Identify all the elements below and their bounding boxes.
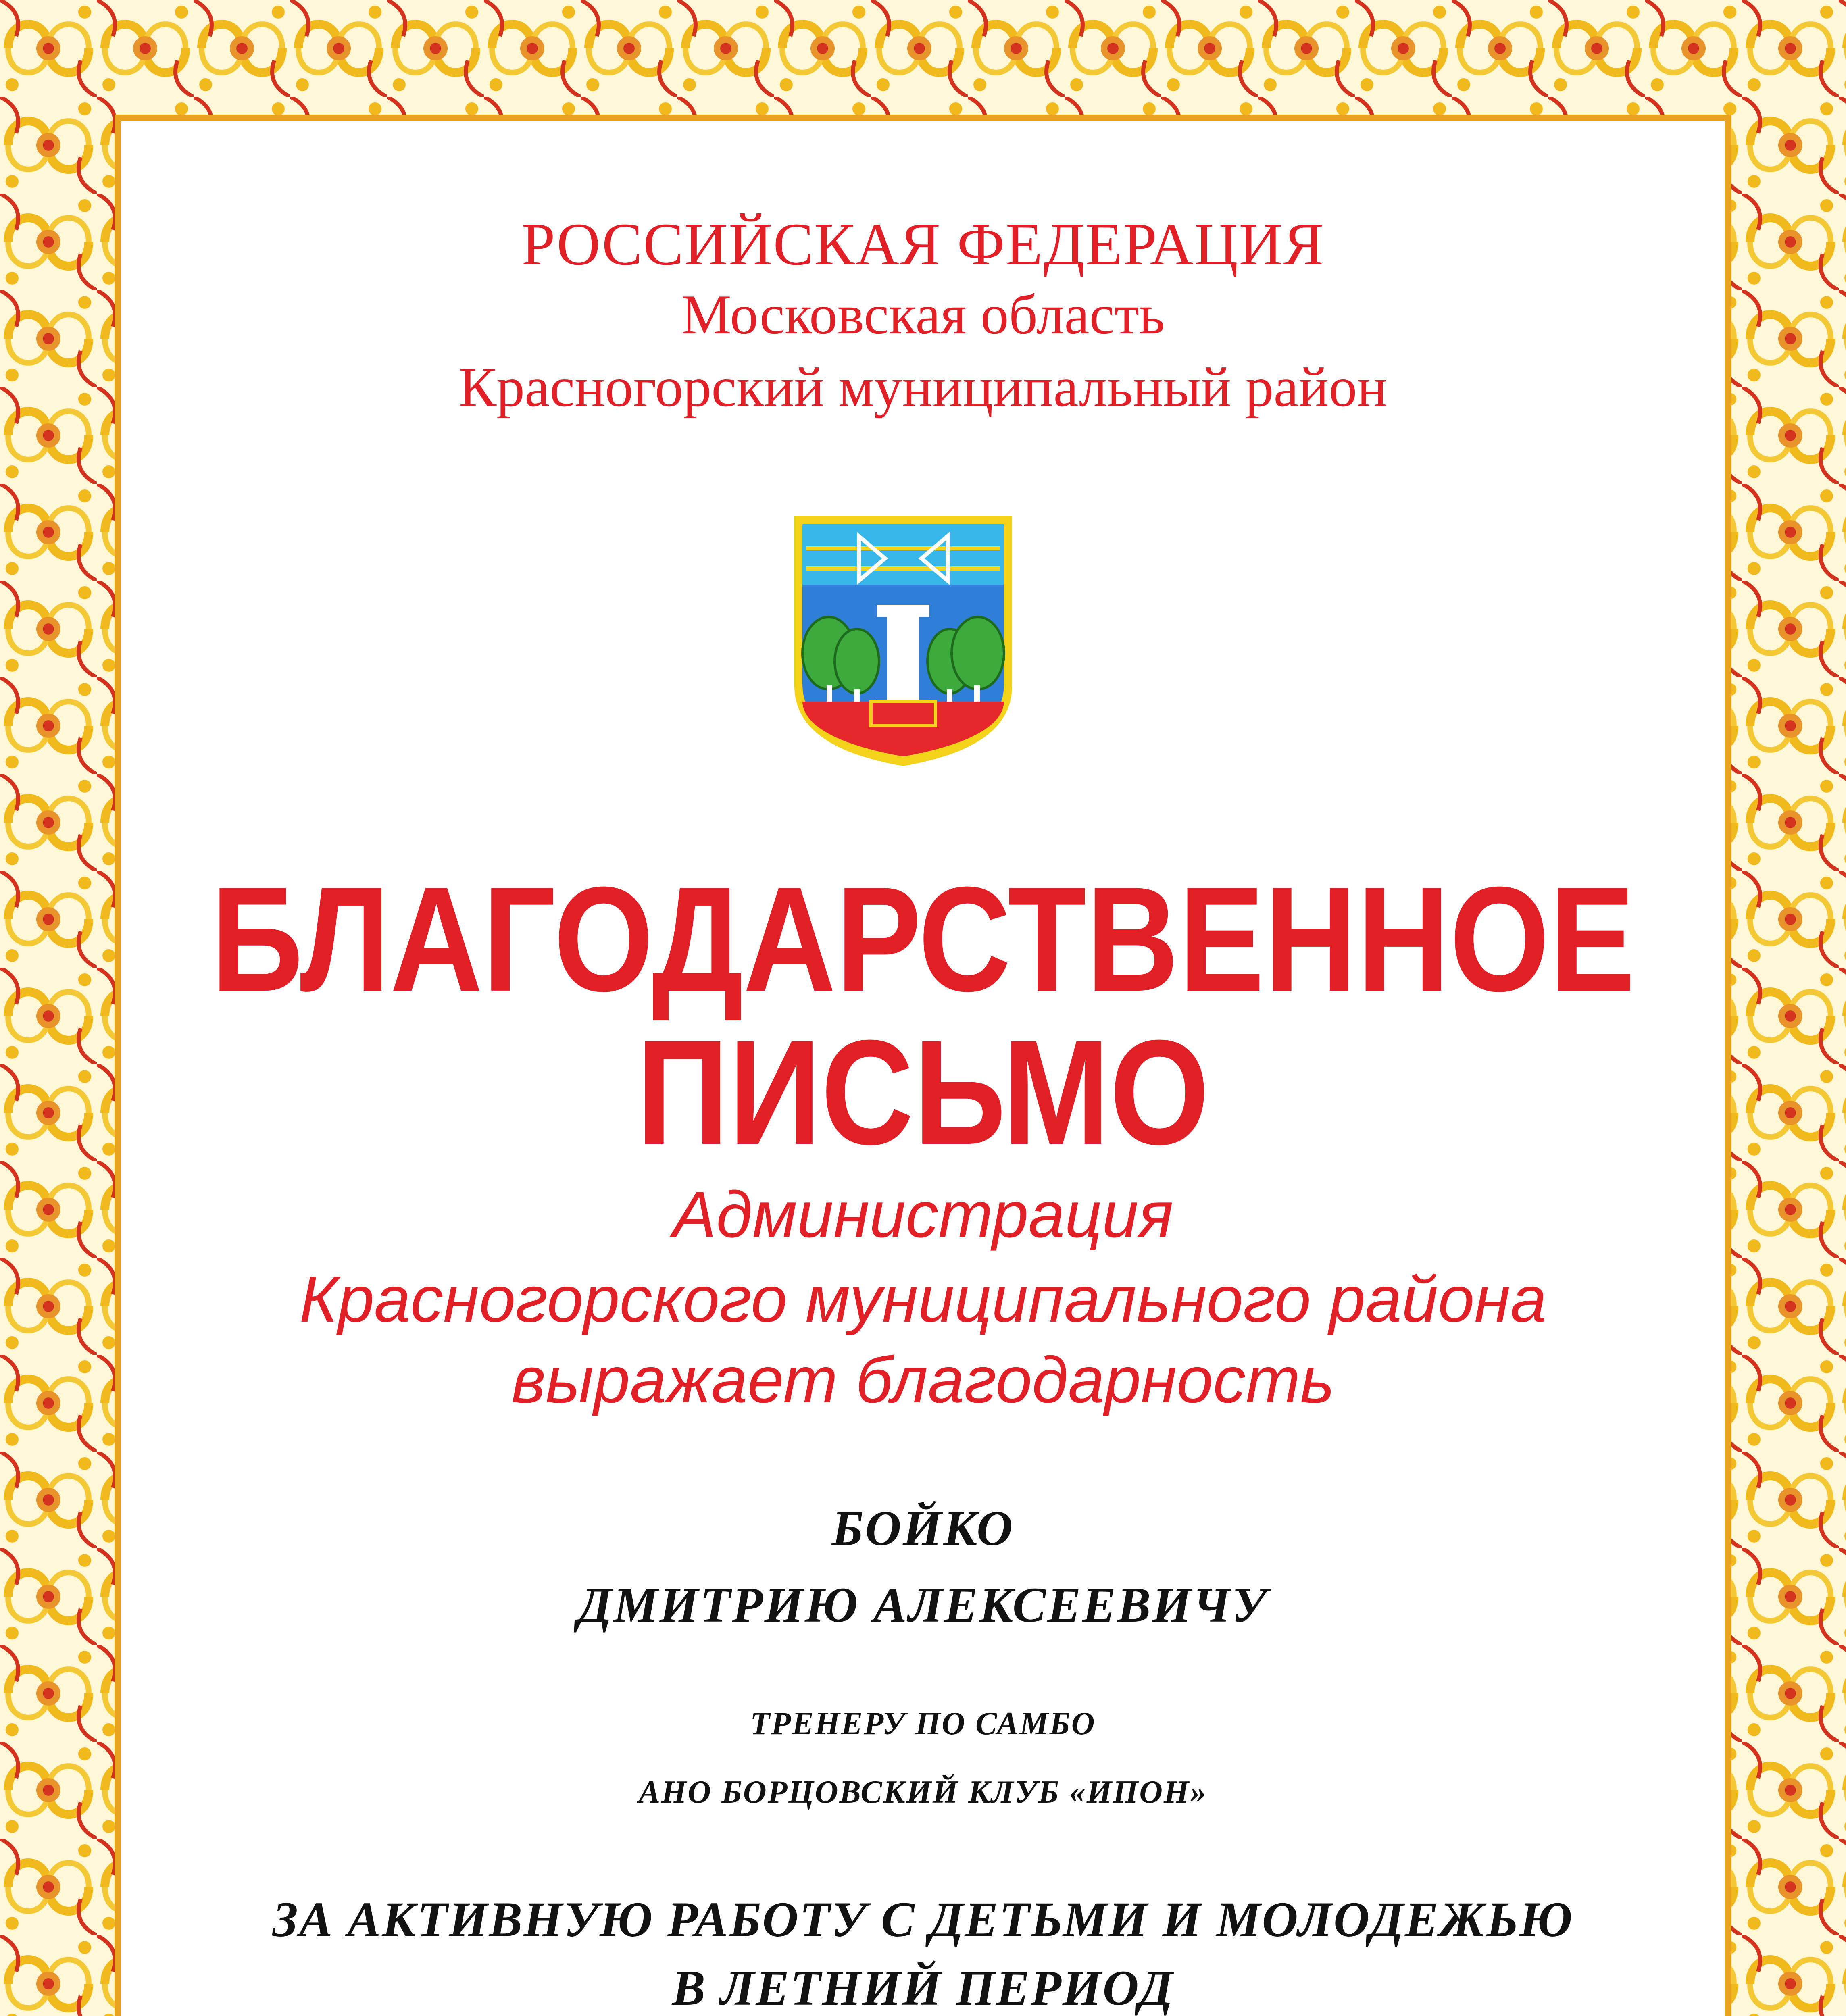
reason-line-2: В ЛЕТНИЙ ПЕРИОД	[672, 1960, 1174, 2016]
subtitle-line-2: Красногорского муниципального района	[299, 1263, 1547, 1336]
reason-line-1: ЗА АКТИВНУЮ РАБОТУ С ДЕТЬМИ И МОЛОДЕЖЬЮ	[272, 1892, 1574, 1947]
title-line-1: БЛАГОДАРСТВЕННОЕ	[211, 856, 1635, 1023]
coat-of-arms-emblem	[790, 512, 1016, 770]
header-region: Московская область	[681, 283, 1165, 346]
recipient-name: ДМИТРИЮ АЛЕКСЕЕВИЧУ	[577, 1577, 1269, 1633]
header-country: РОССИЙСКАЯ ФЕДЕРАЦИЯ	[521, 211, 1325, 278]
title-line-2: ПИСЬМО	[636, 1009, 1210, 1176]
subtitle-line-3: выражает благодарность	[511, 1343, 1335, 1416]
recipient-organization: АНО БОРЦОВСКИЙ КЛУБ «ИПОН»	[638, 1774, 1208, 1810]
recipient-position: ТРЕНЕРУ ПО САМБО	[750, 1706, 1096, 1741]
subtitle-line-1: Администрация	[673, 1178, 1173, 1251]
header-district: Красногорский муниципальный район	[458, 356, 1388, 419]
recipient-surname: БОЙКО	[831, 1501, 1015, 1556]
